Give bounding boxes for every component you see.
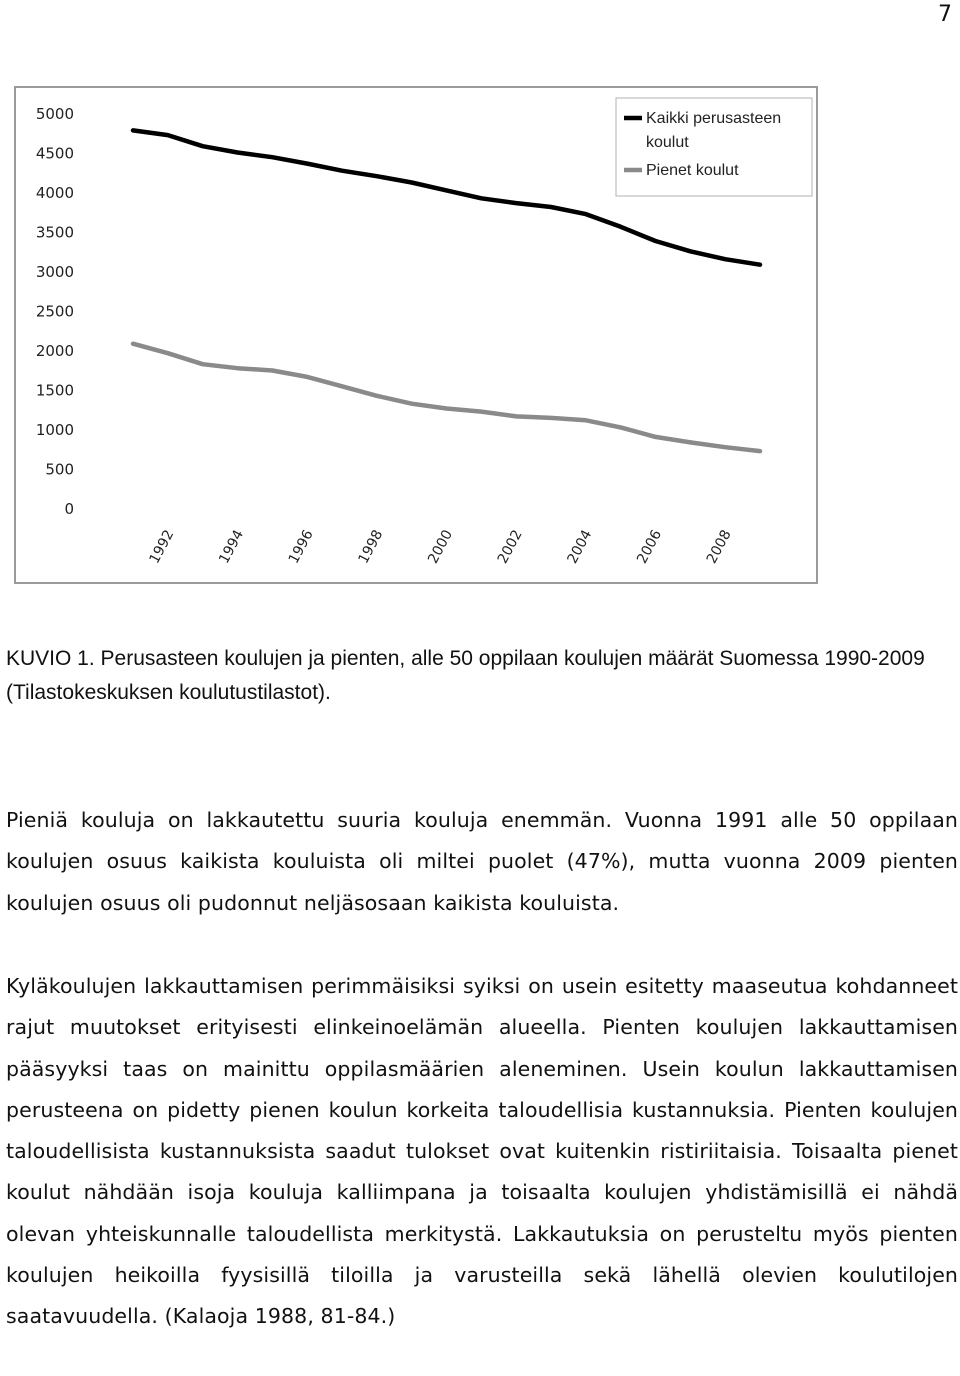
x-tick-label: 2004 — [564, 527, 596, 567]
y-tick-label: 3000 — [35, 263, 74, 281]
page-number: 7 — [938, 2, 952, 27]
x-tick-label: 2000 — [425, 527, 457, 567]
legend-label: Pienet koulut — [646, 162, 739, 179]
legend-label: Kaikki perusasteen — [646, 110, 782, 127]
y-tick-label: 4500 — [35, 144, 74, 163]
x-tick-label: 2006 — [634, 527, 666, 567]
x-tick-label: 2002 — [494, 527, 526, 567]
y-tick-label: 1500 — [35, 381, 74, 400]
y-tick-label: 5000 — [35, 105, 74, 123]
series-line-2 — [133, 344, 760, 451]
y-tick-label: 1000 — [35, 421, 74, 439]
x-tick-label: 1994 — [216, 527, 248, 567]
y-tick-label: 3500 — [35, 223, 74, 242]
figure-caption: KUVIO 1. Perusasteen koulujen ja pienten, alle 50 oppilaan koulujen määrät Suomessa 1990-2009 (Tilastokeskuksen koulutustilastot). — [6, 647, 925, 704]
y-tick-label: 0 — [64, 500, 74, 518]
x-tick-label: 1996 — [285, 527, 317, 567]
chart-canvas — [16, 88, 816, 582]
x-tick-label: 2008 — [703, 527, 735, 567]
y-tick-label: 4000 — [35, 184, 74, 202]
paragraph-2: Kyläkoulujen lakkauttamisen perimmäisiksi syiksi on usein esitetty maaseutua kohdanneet rajut muutokset erityisesti elinkeinoelämän alueella. Pienten koulujen lakkauttamisen pääsyyksi taas on mainittu oppilasmäärien aleneminen. Usein koulun lakkauttamisen perusteena on pidetty pienen koulun korkeita taloudellisia kustannuksia. Pienten koulujen taloudellisista kustannuksista saadut tulokset ovat kuitenkin ristiriitaisia. Toisaalta pienet koulut nähdään isoja kouluja kalliimpana ja toisaalta koulujen yhdistämisillä ei nähdä olevan yhteiskunnalle taloudellista merkitystä. Lakkautuksia on perusteltu myös pienten koulujen heikoilla fyysisillä tiloilla ja varusteilla sekä lähellä olevien koulutilojen saatavuudella. (Kalaoja 1988, 81-84.) — [6, 974, 958, 1329]
x-tick-label: 1998 — [355, 527, 387, 567]
x-tick-label: 1992 — [146, 527, 178, 567]
y-tick-label: 2500 — [35, 302, 74, 321]
y-tick-label: 500 — [45, 460, 74, 479]
y-tick-label: 2000 — [35, 342, 74, 360]
legend-label: koulut — [646, 134, 689, 151]
line-chart — [14, 86, 818, 584]
paragraph-1: Pieniä kouluja on lakkautettu suuria kouluja enemmän. Vuonna 1991 alle 50 oppilaan koulujen osuus kaikista kouluista oli miltei puolet (47%), mutta vuonna 2009 pienten koulujen osuus oli pudonnut neljäsosaan kaikista kouluista. — [6, 808, 958, 915]
